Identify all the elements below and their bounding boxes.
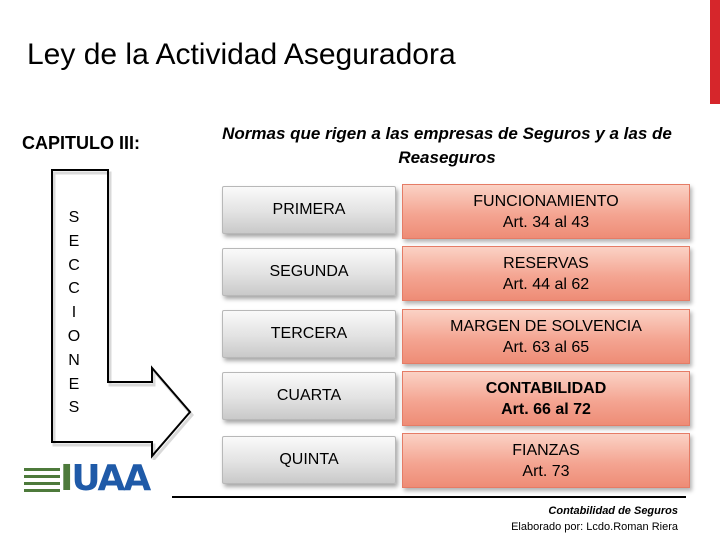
content-topic: FUNCIONAMIENTO [473, 192, 619, 210]
slide-subtitle: Normas que rigen a las empresas de Seguros y a las de Reaseguros [222, 124, 672, 167]
content-topic: CONTABILIDAD [485, 379, 607, 397]
section-content-box [402, 246, 690, 301]
section-button-tercera[interactable] [222, 310, 396, 358]
content-articles: Art. 73 [522, 462, 570, 480]
sections-letter: O [67, 327, 81, 345]
section-content-box [402, 184, 690, 239]
sections-letter: I [71, 304, 77, 322]
sections-letter: E [68, 232, 80, 250]
section-label: CUARTA [276, 387, 342, 404]
section-button-quinta[interactable] [222, 436, 396, 484]
section-button-cuarta[interactable] [222, 372, 396, 420]
section-content-box [402, 371, 690, 426]
section-label: PRIMERA [272, 201, 346, 218]
sections-letter: S [68, 399, 80, 417]
institution-logo [20, 444, 148, 518]
footer [511, 503, 678, 535]
section-content-box [402, 309, 690, 364]
sections-vertical-word [60, 206, 88, 420]
section-button-segunda[interactable] [222, 248, 396, 296]
sections-letter: C [68, 280, 80, 298]
sections-letter: N [68, 351, 80, 369]
sections-letter: E [68, 375, 80, 393]
footer-course: Contabilidad de Seguros [548, 505, 678, 517]
sections-arrow [0, 0, 200, 460]
section-content-box [402, 433, 690, 488]
section-label: SEGUNDA [269, 263, 349, 280]
logo-lines [24, 468, 60, 496]
content-topic: RESERVAS [503, 254, 589, 272]
logo-letter: I [60, 458, 72, 499]
slide-title: Ley de la Actividad Aseguradora [27, 38, 456, 71]
content-articles: Art. 34 al 43 [502, 213, 590, 231]
logo-letter: A [123, 458, 150, 499]
section-button-primera[interactable] [222, 186, 396, 234]
content-topic: FIANZAS [512, 441, 580, 459]
logo-mark [60, 458, 149, 499]
sections-letter: C [68, 256, 80, 274]
chapter-label: CAPITULO III: [22, 133, 140, 153]
content-articles: Art. 63 al 65 [502, 338, 590, 356]
content-topic: MARGEN DE SOLVENCIA [450, 317, 642, 335]
footer-author: Elaborado por: Lcdo.Roman Riera [511, 521, 678, 533]
content-articles: Art. 44 al 62 [502, 275, 590, 293]
logo-letter: A [97, 458, 124, 499]
content-articles: Art. 66 al 72 [501, 400, 591, 418]
logo-letter: U [71, 458, 98, 499]
footer-divider [172, 496, 686, 498]
sections-letter: S [68, 209, 80, 226]
accent-bar [710, 0, 720, 104]
section-label: QUINTA [279, 451, 339, 468]
section-label: TERCERA [270, 325, 348, 342]
